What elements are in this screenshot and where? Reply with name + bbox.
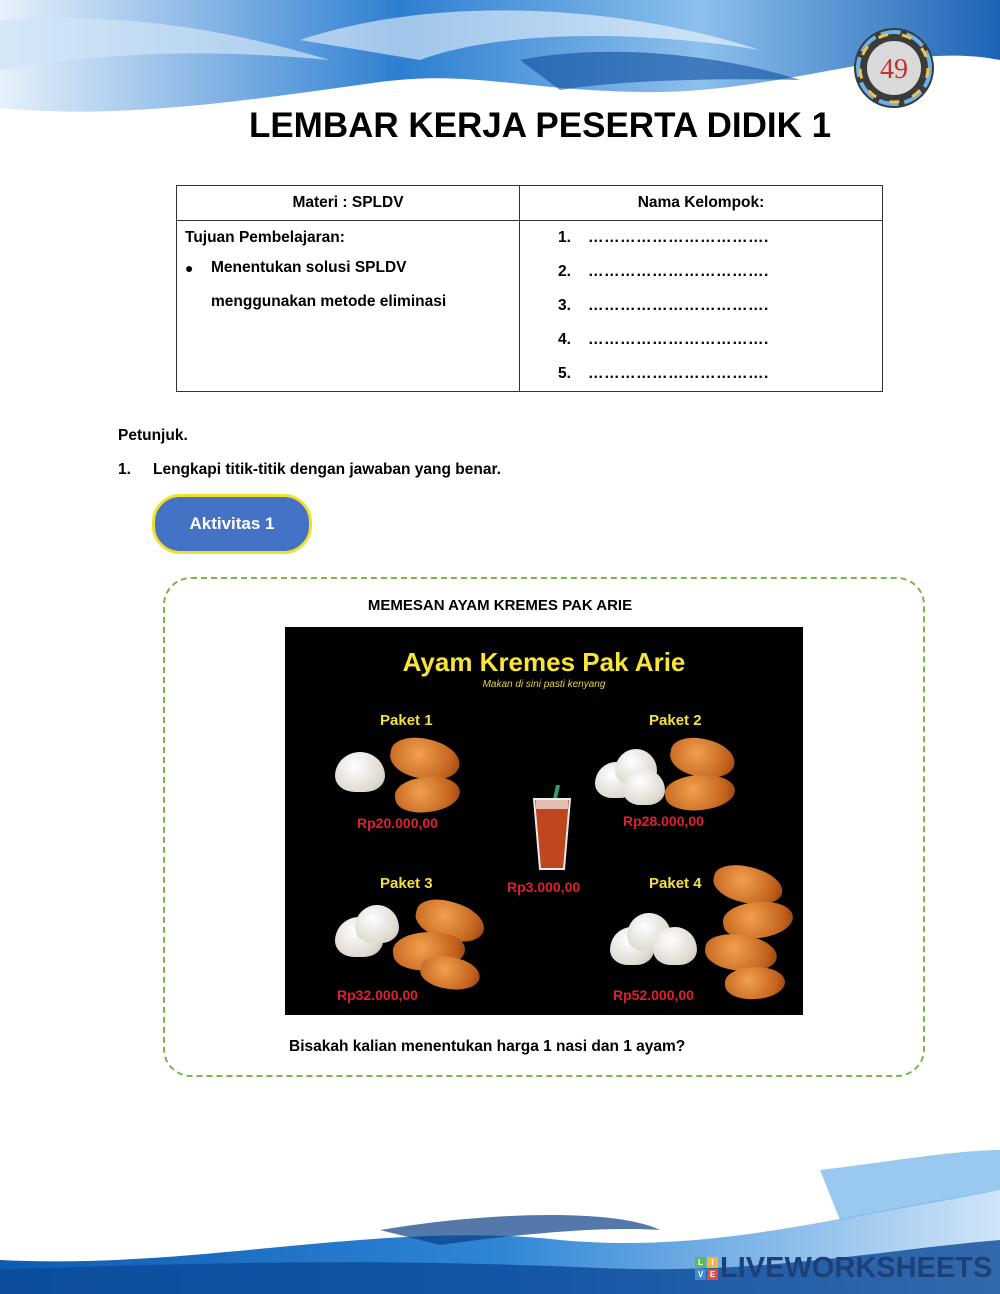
member-line-1[interactable]: 1. …………………………….	[558, 229, 769, 246]
fried-chicken-image	[418, 953, 482, 993]
price-paket-4: Rp52.000,00	[613, 987, 694, 1003]
liveworksheets-logo	[695, 1252, 992, 1285]
tujuan-item-cont: menggunakan metode eliminasi	[211, 293, 447, 310]
price-paket-3: Rp32.000,00	[337, 987, 418, 1003]
paket-3-label: Paket 3	[380, 875, 433, 892]
fried-chicken-image	[663, 771, 736, 813]
rice-image	[335, 752, 385, 792]
instruction-item	[118, 461, 501, 479]
menu-title: Ayam Kremes Pak Arie	[402, 647, 686, 677]
members-cell	[520, 221, 883, 392]
bullet-icon: ●	[185, 260, 194, 276]
menu-image	[285, 627, 803, 1015]
instruction-text: Lengkapi titik-titik dengan jawaban yang benar.	[153, 461, 501, 478]
materi-label: Materi : SPLDV	[177, 186, 520, 221]
price-paket-1: Rp20.000,00	[357, 815, 438, 831]
paket-2-label: Paket 2	[649, 712, 702, 729]
fried-chicken-image	[393, 773, 462, 817]
activity-badge: Aktivitas 1	[152, 494, 312, 554]
member-line-2[interactable]: 2. …………………………….	[558, 263, 769, 280]
nama-kelompok-label: Nama Kelompok:	[520, 186, 883, 221]
iced-tea-image	[528, 785, 578, 875]
paket-1-label: Paket 1	[380, 712, 433, 729]
member-line-5[interactable]: 5. …………………………….	[558, 365, 769, 382]
tujuan-label: Tujuan Pembelajaran:	[185, 229, 345, 246]
page-title: LEMBAR KERJA PESERTA DIDIK 1	[248, 106, 832, 145]
activity-question: Bisakah kalian menentukan harga 1 nasi dan 1 ayam?	[289, 1038, 686, 1055]
tujuan-cell	[177, 221, 520, 392]
petunjuk-heading: Petunjuk.	[118, 427, 188, 444]
liveworksheets-grid-icon: L I V E	[695, 1257, 718, 1280]
info-table	[176, 185, 883, 392]
menu-subtitle: Makan di sini pasti kenyang	[482, 679, 606, 690]
activity-title: MEMESAN AYAM KREMES PAK ARIE	[367, 597, 633, 614]
liveworksheets-brand-text: LIVEWORKSHEETS	[720, 1252, 993, 1284]
instruction-number: 1.	[118, 461, 131, 478]
price-paket-2: Rp28.000,00	[623, 813, 704, 829]
rice-image	[355, 905, 399, 943]
tujuan-item: ● Menentukan solusi SPLDV	[185, 251, 511, 285]
svg-text:49: 49	[880, 54, 908, 85]
member-line-3[interactable]: 3. …………………………….	[558, 297, 769, 314]
fried-chicken-image	[724, 965, 786, 1001]
paket-4-label: Paket 4	[649, 875, 702, 892]
school-logo	[853, 27, 935, 109]
price-drink: Rp3.000,00	[507, 879, 581, 895]
rice-image	[623, 769, 665, 805]
rice-image	[653, 927, 697, 965]
header-wave-decoration	[0, 0, 1000, 120]
member-line-4[interactable]: 4. …………………………….	[558, 331, 769, 348]
